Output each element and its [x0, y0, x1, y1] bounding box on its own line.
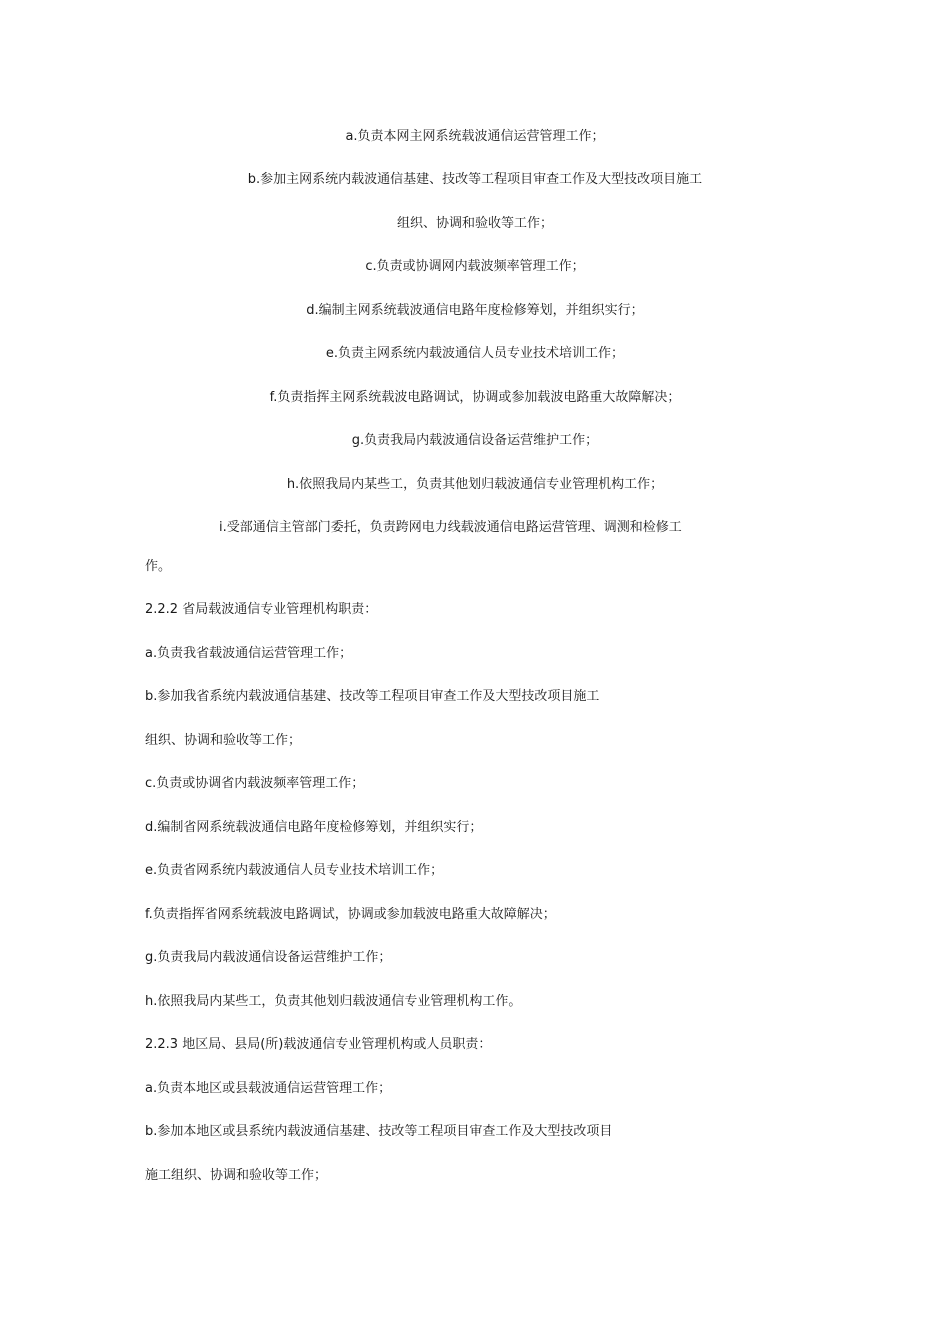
- duty-item-b-province: b.参加我省系统内载波通信基建、技改等工程项目审查工作及大型技改项目施工: [145, 689, 600, 704]
- duty-item-c-province: c.负责或协调省内载波频率管理工作；: [145, 776, 365, 791]
- duty-item-i-grid-continued: 作。: [145, 559, 172, 574]
- section-heading-2-2-2: 2.2.2 省局载波通信专业管理机构职责：: [145, 602, 378, 617]
- duty-item-g-grid: g.负责我局内载波通信设备运营维护工作；: [351, 433, 599, 448]
- duty-item-a-grid: a.负责本网主网系统载波通信运营管理工作；: [345, 129, 605, 144]
- section-heading-2-2-3: 2.2.3 地区局、县局(所)载波通信专业管理机构或人员职责：: [145, 1037, 492, 1052]
- duty-item-e-province: e.负责省网系统内载波通信人员专业技术培训工作；: [145, 863, 444, 878]
- duty-item-d-grid: d.编制主网系统载波通信电路年度检修筹划，并组织实行；: [306, 303, 644, 318]
- duty-item-i-grid: i.受部通信主管部门委托，负责跨网电力线载波通信电路运营管理、调测和检修工: [219, 520, 682, 535]
- duty-item-g-province: g.负责我局内载波通信设备运营维护工作；: [145, 950, 392, 965]
- duty-item-b-grid: b.参加主网系统内载波通信基建、技改等工程项目审查工作及大型技改项目施工: [247, 172, 703, 187]
- duty-item-b-grid-continued: 组织、协调和验收等工作；: [396, 216, 553, 231]
- duty-item-f-province: f.负责指挥省网系统载波电路调试，协调或参加载波电路重大故障解决；: [145, 907, 556, 922]
- duty-item-b-province-continued: 组织、协调和验收等工作；: [145, 733, 302, 748]
- duty-item-h-grid: h.依照我局内某些工，负责其他划归载波通信专业管理机构工作；: [286, 477, 664, 492]
- duty-item-d-province: d.编制省网系统载波通信电路年度检修筹划，并组织实行；: [145, 820, 483, 835]
- duty-item-b-local-continued: 施工组织、协调和验收等工作；: [145, 1168, 328, 1183]
- duty-item-b-local: b.参加本地区或县系统内载波通信基建、技改等工程项目审查工作及大型技改项目: [145, 1124, 613, 1139]
- duty-item-f-grid: f.负责指挥主网系统载波电路调试，协调或参加载波电路重大故障解决；: [269, 390, 681, 405]
- duty-item-e-grid: e.负责主网系统内载波通信人员专业技术培训工作；: [325, 346, 625, 361]
- duty-item-a-province: a.负责我省载波通信运营管理工作；: [145, 646, 353, 661]
- duty-item-h-province: h.依照我局内某些工，负责其他划归载波通信专业管理机构工作。: [145, 994, 522, 1009]
- duty-item-a-local: a.负责本地区或县载波通信运营管理工作；: [145, 1081, 392, 1096]
- duty-item-c-grid: c.负责或协调网内载波频率管理工作；: [365, 259, 585, 274]
